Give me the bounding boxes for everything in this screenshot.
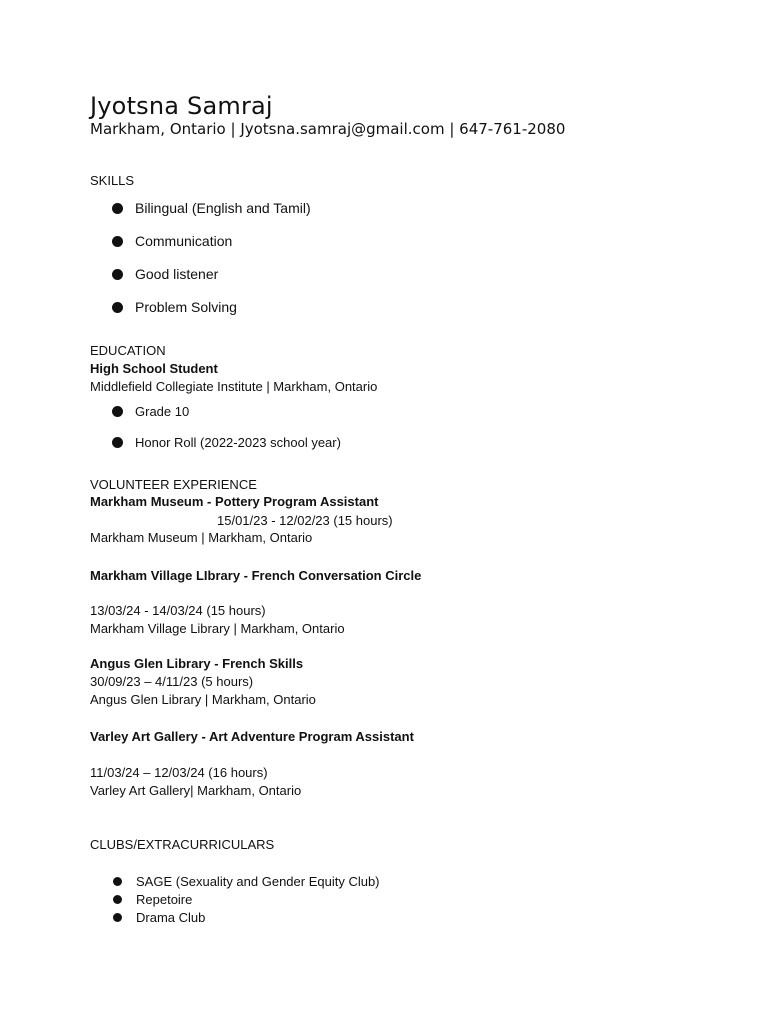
bullet-icon — [112, 302, 123, 313]
club-label: SAGE (Sexuality and Gender Equity Club) — [136, 874, 380, 889]
skill-item — [112, 233, 232, 249]
bullet-icon — [112, 437, 123, 448]
skill-label: Good listener — [135, 266, 219, 282]
volunteer-title: Markham Village LIbrary - French Conversation Circle — [90, 568, 422, 583]
clubs-heading: CLUBS/EXTRACURRICULARS — [90, 837, 275, 852]
education-item-label: Honor Roll (2022-2023 school year) — [135, 435, 341, 450]
skill-item — [112, 200, 311, 216]
bullet-icon — [113, 913, 122, 922]
bullet-icon — [112, 269, 123, 280]
education-heading: EDUCATION — [90, 343, 166, 358]
bullet-icon — [113, 895, 122, 904]
bullet-icon — [112, 236, 123, 247]
volunteer-dates: 11/03/24 – 12/03/24 (16 hours) — [90, 765, 268, 780]
education-title: High School Student — [90, 361, 218, 376]
skill-label: Communication — [135, 233, 233, 249]
bullet-icon — [112, 203, 123, 214]
club-item — [112, 874, 380, 889]
volunteer-place: Markham Village Library | Markham, Ontario — [90, 621, 345, 636]
volunteer-place: Varley Art Gallery| Markham, Ontario — [90, 783, 302, 798]
skill-label: Problem Solving — [135, 299, 237, 315]
volunteer-title: Markham Museum - Pottery Program Assistant — [90, 494, 379, 509]
volunteer-title: Angus Glen Library - French Skills — [90, 656, 304, 671]
education-item-label: Grade 10 — [135, 404, 190, 419]
skill-label: Bilingual (English and Tamil) — [135, 200, 311, 216]
education-school: Middlefield Collegiate Institute | Markham, Ontario — [90, 379, 378, 394]
skills-heading: SKILLS — [90, 173, 135, 188]
volunteer-dates: 30/09/23 – 4/11/23 (5 hours) — [90, 674, 254, 689]
resume-name: Jyotsna Samraj — [90, 92, 273, 120]
bullet-icon — [113, 877, 122, 886]
club-label: Drama Club — [136, 910, 206, 925]
club-item — [112, 910, 205, 925]
club-label: Repetoire — [136, 892, 193, 907]
education-item — [112, 435, 341, 450]
volunteer-title: Varley Art Gallery - Art Adventure Program Assistant — [90, 729, 414, 744]
club-item — [112, 892, 192, 907]
volunteer-dates: 13/03/24 - 14/03/24 (15 hours) — [90, 603, 266, 618]
skill-item — [112, 299, 237, 315]
skill-item — [112, 266, 218, 282]
volunteer-heading: VOLUNTEER EXPERIENCE — [90, 477, 257, 492]
contact-line: Markham, Ontario | Jyotsna.samraj@gmail.com | 647-761-2080 — [90, 120, 566, 138]
education-item — [112, 404, 189, 419]
volunteer-place: Markham Museum | Markham, Ontario — [90, 530, 313, 545]
bullet-icon — [112, 406, 123, 417]
volunteer-place: Angus Glen Library | Markham, Ontario — [90, 692, 316, 707]
volunteer-dates: 15/01/23 - 12/02/23 (15 hours) — [217, 513, 393, 528]
